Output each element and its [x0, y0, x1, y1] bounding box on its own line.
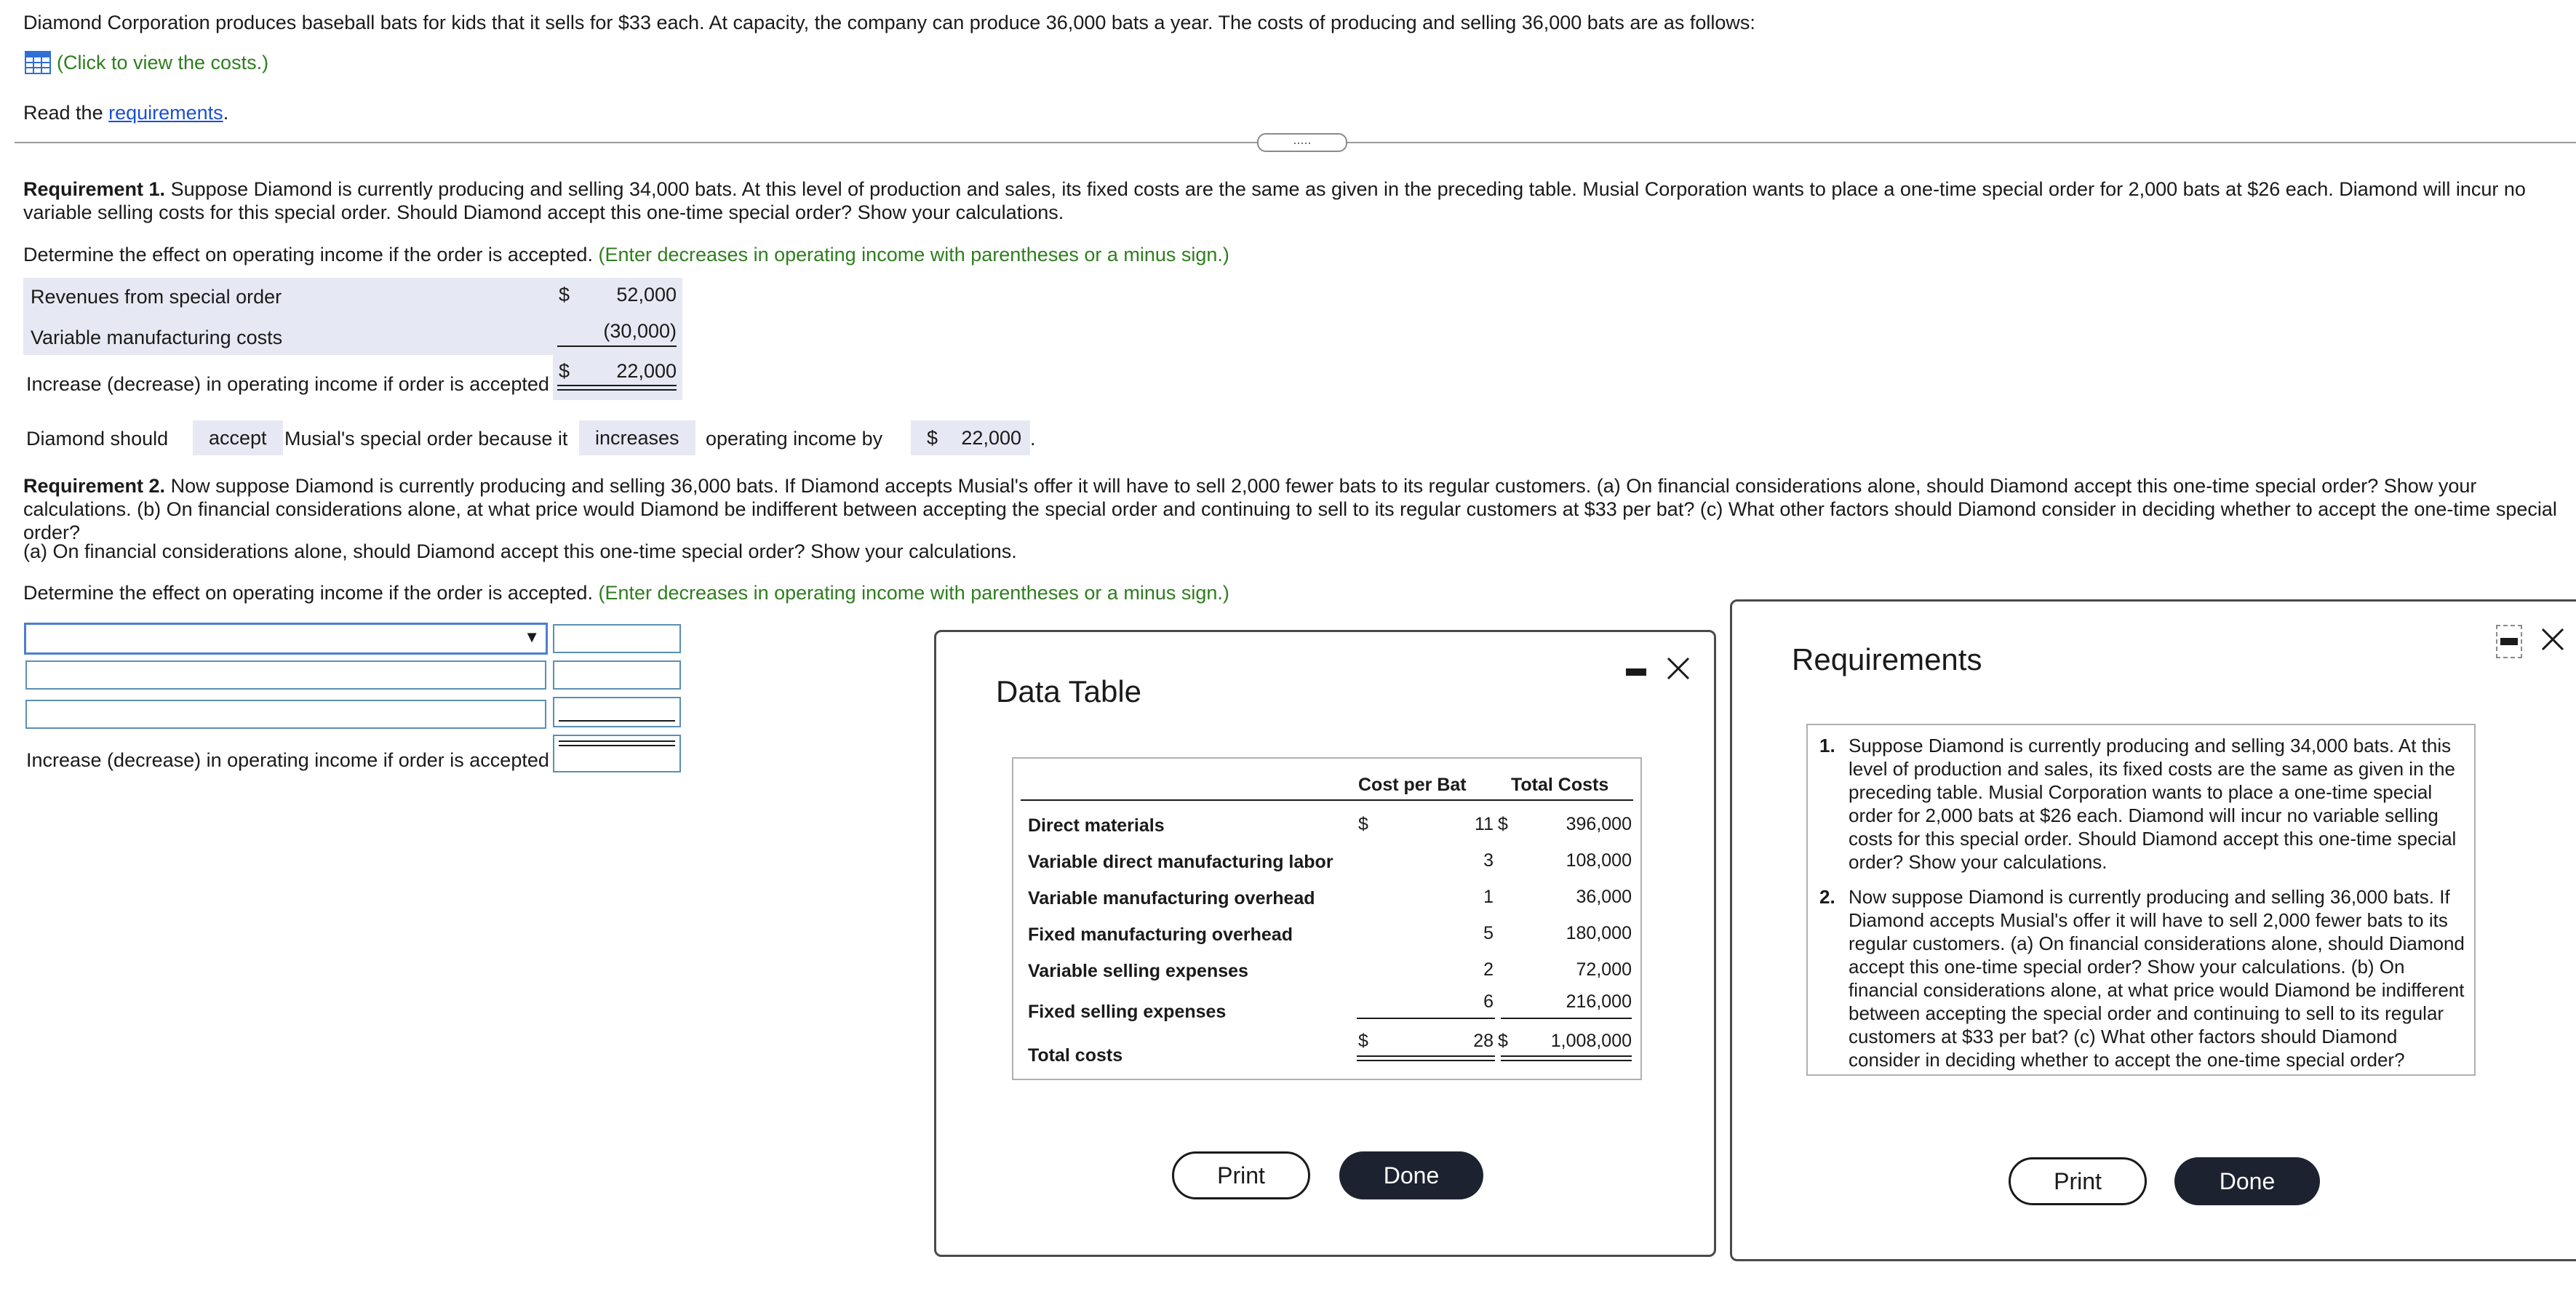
cost-table	[1012, 757, 1642, 1080]
cost-per-bat: 2	[1483, 959, 1494, 980]
print-button[interactable]: Print	[2009, 1157, 2147, 1205]
req1-row-currency: $	[559, 284, 570, 305]
req1-row-value: 52,000	[616, 284, 677, 305]
requirement-1-label: Requirement 1.	[23, 178, 166, 200]
req1-instruction-hint: (Enter decreases in operating income with parentheses or a minus sign.)	[598, 244, 1229, 265]
total-cost: 216,000	[1566, 991, 1632, 1012]
subtotal-rule	[557, 346, 677, 347]
total-cost: 108,000	[1566, 850, 1632, 871]
req2-amount-input[interactable]	[553, 697, 681, 727]
requirement-1-body: Suppose Diamond is currently producing and selling 34,000 bats. At this level of production and sales, its fixed costs are the same as given in the preceding table. Musial Corporation wants to place a one-time special order for 2,000 bats at $26 each. Diamond will incur no variable selling costs for this special order. Should Diamond accept this one-time special order? Show your calculations.	[23, 178, 2526, 223]
req1-row-value: (30,000)	[603, 320, 677, 342]
print-button[interactable]: Print	[1172, 1151, 1310, 1199]
problem-intro: Diamond Corporation produces baseball bats for kids that it sells for $33 each. At capacity, the company can produce 36,000 bats a year. The costs of producing and selling 36,000 bats are as follows:	[23, 12, 1755, 33]
cost-row-label: Variable direct manufacturing labor	[1028, 852, 1333, 872]
requirement-1-text	[23, 177, 2569, 224]
close-icon[interactable]	[2538, 625, 2567, 654]
operating-income-amount-field[interactable]	[911, 420, 1030, 455]
req2-amount-input[interactable]	[553, 624, 681, 653]
header-rule	[1021, 799, 1633, 801]
conclusion-end: .	[1030, 428, 1036, 450]
total-cost: 36,000	[1576, 887, 1632, 907]
divider-handle[interactable]: .....	[1257, 133, 1347, 152]
req1-row-label: Revenues from special order	[31, 286, 282, 308]
total-double-rule	[557, 385, 677, 391]
cost-row-currency: $	[1498, 814, 1508, 834]
requirement-2-body: Now suppose Diamond is currently producing and selling 36,000 bats. If Diamond accepts Musial's offer it will have to sell 2,000 fewer bats to its regular customers. (a) On financial considerations alone, should Diamond accept this one-time special order? Show your calculations. (b) On financial considerations alone, at what price would Diamond be indifferent between accepting the special order and continuing to sell to its regular customers at $33 per bat? (c) What other factors should Diamond consider in deciding whether to accept the one-time special order?	[23, 475, 2557, 543]
total-cost: 1,008,000	[1550, 1031, 1632, 1051]
cost-row-label: Variable selling expenses	[1028, 961, 1248, 981]
cost-per-bat: 1	[1483, 887, 1494, 907]
read-requirements-line	[23, 102, 228, 124]
cost-row-label: Variable manufacturing overhead	[1028, 888, 1315, 908]
requirement-item: Suppose Diamond is currently producing and selling 34,000 bats. At this level of production and sales, its fixed costs are the same as given in the preceding table. Musial Corporation wants to place a one-time special order for 2,000 bats at $26 each. Diamond will incur no variable selling costs for this special order. Should Diamond accept this one-time special order? Show your calculations.	[1849, 735, 2457, 873]
cost-row-currency: $	[1498, 1031, 1508, 1051]
req2-amount-input[interactable]	[553, 660, 681, 690]
total-cost: 396,000	[1566, 814, 1632, 834]
req1-total-value: 22,000	[616, 360, 677, 382]
req2-total-label: Increase (decrease) in operating income if order is accepted	[26, 749, 549, 771]
col-total-costs: Total Costs	[1511, 775, 1609, 795]
cost-per-bat: 6	[1483, 991, 1494, 1012]
view-costs-link[interactable]	[25, 49, 268, 76]
done-button[interactable]: Done	[2174, 1157, 2320, 1205]
minimize-icon[interactable]	[2496, 625, 2522, 658]
read-prefix: Read the	[23, 102, 103, 124]
req1-instruction-text: Determine the effect on operating income if the order is accepted.	[23, 244, 593, 265]
total-cost: 180,000	[1566, 923, 1632, 943]
view-costs-text[interactable]: (Click to view the costs.)	[57, 51, 269, 73]
cost-row-currency: $	[1358, 1031, 1368, 1051]
cost-row-label: Fixed manufacturing overhead	[1028, 924, 1293, 945]
conclusion-middle: Musial's special order because it	[284, 428, 568, 450]
dialog-title: Data Table	[996, 674, 1142, 708]
req2-line-item-select[interactable]	[24, 623, 548, 655]
req1-total-currency: $	[559, 360, 570, 382]
req2-instruction-text: Determine the effect on operating income if the order is accepted.	[23, 582, 593, 604]
cost-per-bat: 5	[1483, 923, 1494, 943]
req2-line-item-input[interactable]	[25, 700, 546, 729]
req2-total-input[interactable]	[553, 735, 681, 772]
total-double-rule	[1501, 1055, 1632, 1061]
cost-row-label: Total costs	[1028, 1045, 1123, 1066]
subtotal-rule	[1501, 1018, 1632, 1019]
requirement-number: 1.	[1819, 735, 1835, 756]
total-double-rule	[559, 740, 675, 746]
requirement-2-text	[23, 474, 2569, 544]
accept-dropdown[interactable]: accept	[193, 420, 283, 455]
req1-row-label: Variable manufacturing costs	[31, 327, 283, 348]
requirements-dialog	[1730, 599, 2576, 1261]
requirement-2-label: Requirement 2.	[23, 475, 166, 497]
req2-part-a: (a) On financial considerations alone, should Diamond accept this one-time special order? Show your calculations.	[23, 540, 1017, 562]
amount-currency: $	[927, 427, 938, 449]
subtotal-rule	[1357, 1018, 1495, 1019]
cost-row-label: Direct materials	[1028, 815, 1165, 836]
req2-instruction-hint: (Enter decreases in operating income with parentheses or a minus sign.)	[598, 582, 1229, 604]
read-suffix: .	[223, 102, 229, 124]
requirement-number: 2.	[1819, 886, 1835, 908]
total-double-rule	[1357, 1055, 1495, 1061]
increases-dropdown[interactable]: increases	[579, 420, 695, 455]
requirements-list	[1806, 724, 2476, 1076]
requirements-link[interactable]: requirements	[108, 102, 223, 124]
subtotal-rule	[559, 720, 675, 722]
conclusion-suffix: operating income by	[706, 428, 883, 450]
conclusion-prefix: Diamond should	[26, 428, 169, 450]
req2-instruction	[23, 582, 1229, 604]
amount-value: 22,000	[961, 427, 1021, 449]
table-icon	[25, 51, 51, 74]
req2-line-item-input[interactable]	[25, 660, 546, 690]
dialog-title: Requirements	[1792, 642, 1982, 676]
cost-per-bat: 28	[1473, 1031, 1494, 1051]
req1-total-label: Increase (decrease) in operating income if order is accepted	[26, 373, 549, 395]
dropdown-arrow-icon: ▼	[524, 628, 540, 646]
req1-instruction	[23, 244, 1229, 266]
col-cost-per-bat: Cost per Bat	[1358, 775, 1467, 795]
cost-row-currency: $	[1358, 814, 1368, 834]
cost-row-label: Fixed selling expenses	[1028, 1002, 1227, 1022]
requirement-item: Now suppose Diamond is currently producing and selling 36,000 bats. If Diamond accepts Musial's offer it will have to sell 2,000 fewer bats to its regular customers. (a) On financial considerations alone, should Diamond accept this one-time special order? Show your calculations. (b) On financial considerations alone, at what price would Diamond be indifferent between accepting the special order and continuing to sell to its regular customers at $33 per bat? (c) What other factors should Diamond consider in deciding whether to accept the one-time special order?	[1849, 886, 2465, 1071]
minimize-icon[interactable]	[1626, 668, 1646, 676]
close-icon[interactable]	[1664, 654, 1693, 683]
data-table-dialog	[934, 630, 1716, 1257]
cost-per-bat: 3	[1483, 850, 1494, 871]
total-cost: 72,000	[1576, 959, 1632, 980]
cost-per-bat: 11	[1475, 814, 1494, 834]
done-button[interactable]: Done	[1339, 1151, 1483, 1199]
